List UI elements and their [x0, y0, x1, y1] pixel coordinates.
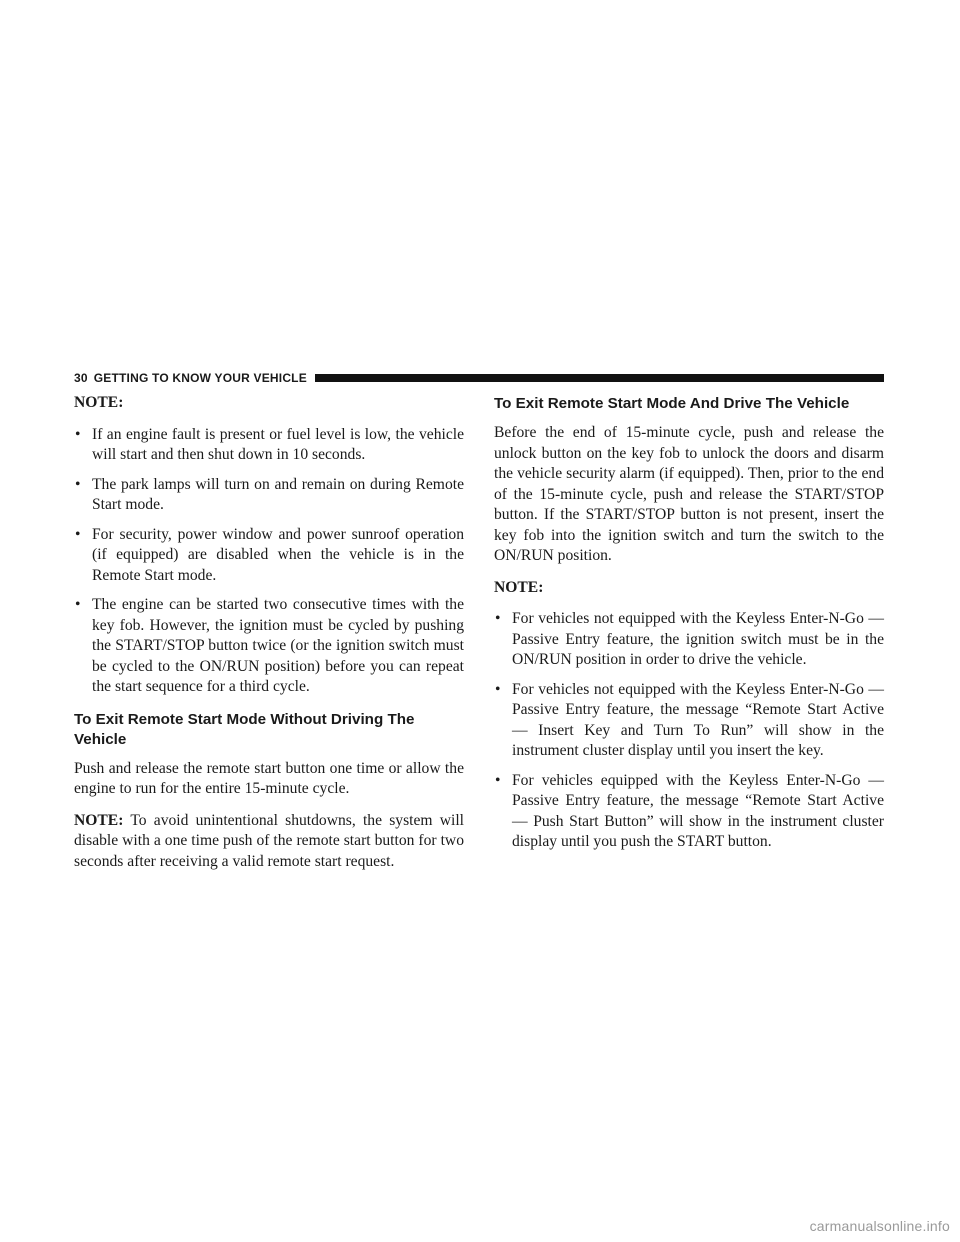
body-paragraph: Before the end of 15-minute cycle, push and release the unlock button on the key fob to unlock the doors and disarm the vehicle security alarm (if equipped). Then, prior to the end of the 15-minute cycle, push and release the START/STOP button. If the START/STOP button is not present, insert the key fob into the ignition switch and turn the switch to the ON/RUN position.: [494, 424, 884, 564]
left-column: [74, 393, 464, 883]
list-item: [494, 609, 884, 671]
note-label: NOTE:: [74, 811, 124, 829]
section-heading: To Exit Remote Start Mode Without Driving The Vehicle: [74, 710, 415, 748]
note-bullet-list: [494, 609, 884, 853]
bullet-icon: •: [75, 596, 81, 613]
list-item: [494, 680, 884, 762]
section-heading: To Exit Remote Start Mode And Drive The Vehicle: [494, 395, 850, 412]
bullet-icon: •: [495, 771, 501, 789]
page-number: 30: [74, 371, 88, 385]
bullet-text: For vehicles not equipped with the Keyless Enter-N-Go — Passive Entry feature, the message “Remote Start Active — Insert Key and Turn To Run” will show in the instrument cluster display until you insert the key.: [512, 680, 884, 759]
list-item: [74, 475, 464, 516]
bullet-text: The engine can be started two consecutive times with the key fob. However, the ignition must be cycled by pushing the START/STOP button twice (or the ignition switch must be cycled to the ON/RUN position) before you can repeat the start sequence for a third cycle.: [92, 596, 464, 695]
note-paragraph: [74, 811, 464, 873]
bullet-text: If an engine fault is present or fuel level is low, the vehicle will start and then shut down in 10 seconds.: [92, 425, 464, 463]
note-bullet-list: [74, 425, 464, 698]
note-text: To avoid unintentional shutdowns, the system will disable with a one time push of the remote start button for two seconds after receiving a valid remote start request.: [74, 811, 464, 870]
list-item: [74, 525, 464, 587]
bullet-icon: •: [495, 610, 501, 627]
body-paragraph: Push and release the remote start button one time or allow the engine to run for the entire 15-minute cycle.: [74, 759, 464, 797]
list-item: [494, 771, 884, 853]
bullet-text: For security, power window and power sunroof operation (if equipped) are disabled when the vehicle is in the Remote Start mode.: [92, 525, 464, 584]
bullet-icon: •: [75, 525, 81, 543]
bullet-text: For vehicles equipped with the Keyless Enter-N-Go — Passive Entry feature, the message “Remote Start Active — Push Start Button” will show in the instrument cluster display until you push the START button.: [512, 771, 884, 850]
list-item: [74, 425, 464, 466]
header-rule: [315, 374, 884, 382]
page-header: [74, 371, 884, 385]
list-item: [74, 595, 464, 698]
bullet-icon: •: [75, 425, 81, 443]
bullet-text: For vehicles not equipped with the Keyless Enter-N-Go — Passive Entry feature, the ignition switch must be in the ON/RUN position in order to drive the vehicle.: [512, 610, 884, 668]
bullet-text: The park lamps will turn on and remain on during Remote Start mode.: [92, 475, 464, 513]
right-column: [494, 393, 884, 863]
note-label: NOTE:: [494, 578, 544, 596]
section-title: GETTING TO KNOW YOUR VEHICLE: [93, 371, 307, 385]
note-label: NOTE:: [74, 394, 124, 411]
watermark: carmanualsonline.info: [809, 1218, 950, 1234]
bullet-icon: •: [495, 680, 501, 698]
bullet-icon: •: [75, 475, 81, 493]
